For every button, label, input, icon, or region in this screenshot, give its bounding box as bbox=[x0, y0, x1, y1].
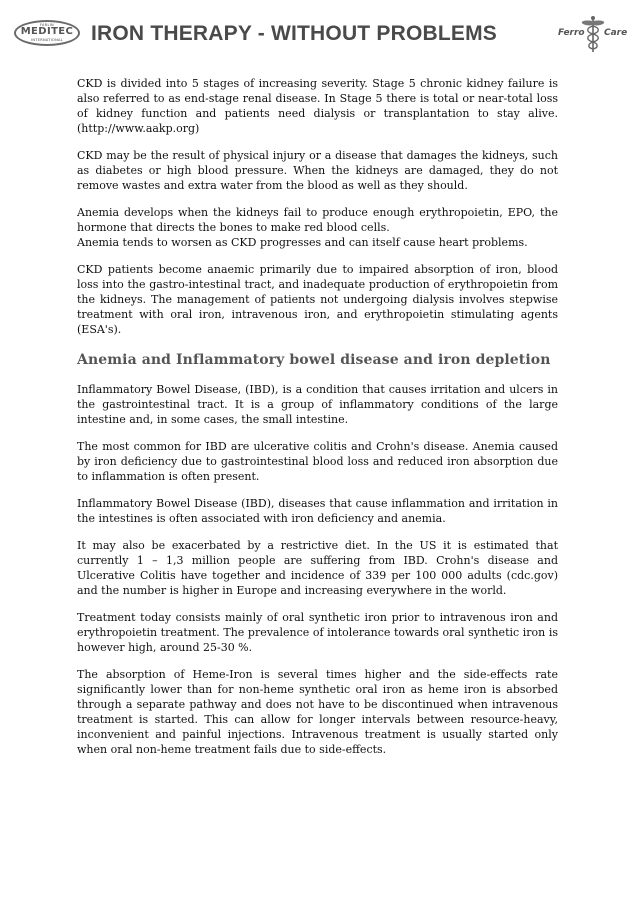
section-heading: Anemia and Inflammatory bowel disease and iron depletion bbox=[77, 352, 551, 368]
page-header bbox=[0, 0, 639, 70]
paragraph-heme-iron: The absorption of Heme-Iron is several times higher and the side-effects rate significantly lower than for non-heme synthetic oral iron as heme iron is absorbed through a separate pathway and does not have to be discontinued when intravenous treatment is started. This can allow for longer intervals between resource-heavy, inconvenient and painful injections. Intravenous treatment is usually started only when oral non-heme treatment fails due to side-effects. bbox=[77, 668, 558, 756]
paragraph-anemia-epo-line2: Anemia tends to worsen as CKD progresses and can itself cause heart problems. bbox=[77, 236, 528, 249]
paragraph-ckd-anaemic: CKD patients become anaemic primarily due to impaired absorption of iron, blood loss into the gastro-intestinal tract, and inadequate production of erythropoietin from the kidneys. The management of patients not undergoing dialysis involves stepwise treatment with oral iron, intravenous iron, and erythropoietin stimulating agents (ESA's). bbox=[77, 263, 558, 336]
logo-text-care: Care bbox=[604, 28, 628, 38]
paragraph-ibd-common: The most common for IBD are ulcerative colitis and Crohn's disease. Anemia caused by iron deficiency due to gastrointestinal blood loss and reduced iron absorption due to inflammation is often present. bbox=[77, 440, 558, 483]
document-body bbox=[77, 76, 558, 769]
paragraph-ibd-definition: Inflammatory Bowel Disease, (IBD), is a condition that causes irritation and ulcers in the gastrointestinal tract. It is a group of inflammatory conditions of the large intestine and, in some cases, the small intestine. bbox=[77, 383, 558, 426]
logo-top-text: FARLIN bbox=[40, 23, 54, 27]
ferrocare-logo bbox=[556, 14, 630, 54]
logo-bottom-text: INTERNATIONAL bbox=[31, 38, 63, 42]
paragraph-anemia-epo bbox=[77, 205, 558, 250]
paragraph-ibd-diet: It may also be exacerbated by a restrictive diet. In the US it is estimated that currently 1 – 1,3 million people are suffering from IBD. Crohn's disease and Ulcerative Colitis have together and incidence of 339 per 100 000 adults (cdc.gov) and the number is higher in Europe and increasing everywhere in the world. bbox=[77, 539, 558, 597]
paragraph-ckd-causes: CKD may be the result of physical injury or a disease that damages the kidneys, such as diabetes or high blood pressure. When the kidneys are damaged, they do not remove wastes and extra water from the blood as well as they should. bbox=[77, 149, 558, 192]
paragraph-treatment: Treatment today consists mainly of oral synthetic iron prior to intravenous iron and erythropoietin treatment. The prevalence of intolerance towards oral synthetic iron is however high, around 25-30 %. bbox=[77, 611, 558, 654]
logo-main-text: MEDITEC bbox=[20, 26, 74, 37]
paragraph-ibd-iron: Inflammatory Bowel Disease (IBD), diseases that cause inflammation and irritation in the intestines is often associated with iron deficiency and anemia. bbox=[77, 497, 558, 525]
page-title: IRON THERAPY - WITHOUT PROBLEMS bbox=[91, 22, 497, 45]
meditec-logo bbox=[14, 20, 80, 46]
paragraph-anemia-epo-line1: Anemia develops when the kidneys fail to produce enough erythropoietin, EPO, the hormone that directs the bones to make red blood cells. bbox=[77, 206, 558, 234]
paragraph-ckd-stages: CKD is divided into 5 stages of increasing severity. Stage 5 chronic kidney failure is also referred to as end-stage renal disease. In Stage 5 there is total or near-total loss of kidney function and patients need dialysis or transplantation to stay alive. (http://www.aakp.org) bbox=[77, 77, 558, 135]
logo-text-ferro: Ferro bbox=[558, 28, 585, 38]
